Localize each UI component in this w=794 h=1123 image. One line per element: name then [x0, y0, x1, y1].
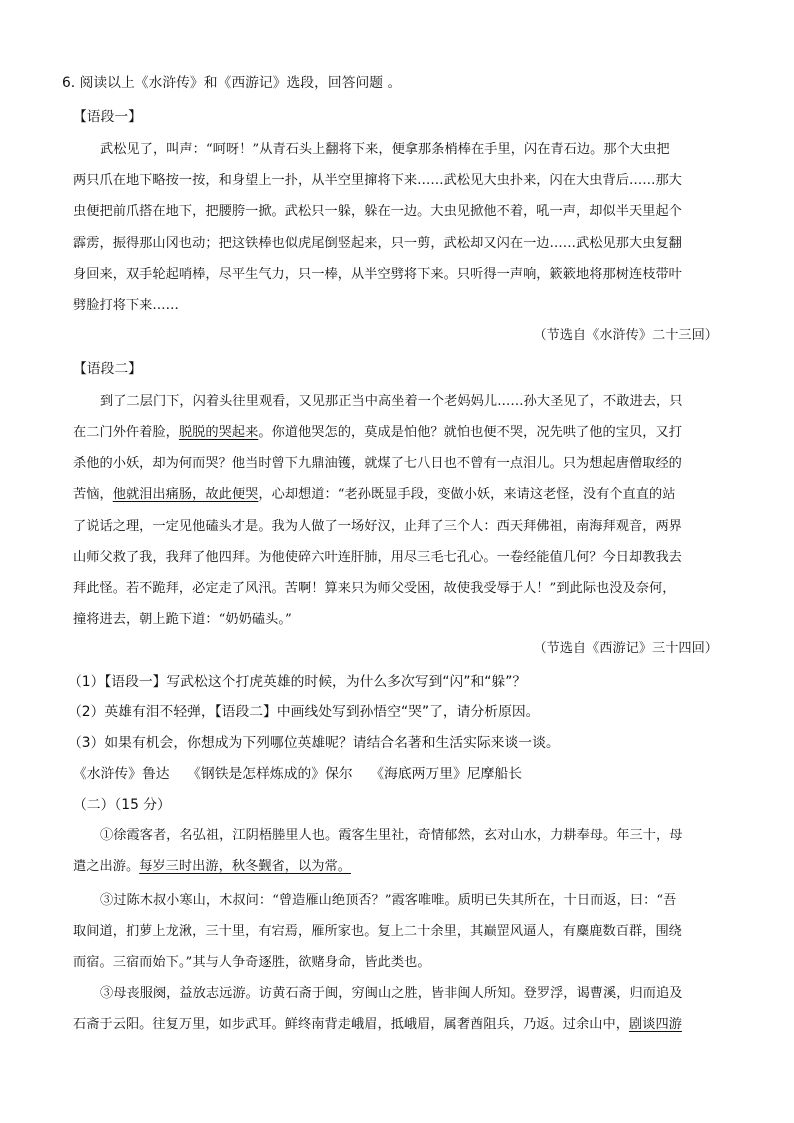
question-prompt: 阅读以上《水浒传》和《西游记》选段，回答问题 。	[79, 75, 402, 91]
segment-one-line-4: 霹雳，振得那山冈也动；把这铁棒也似虎尾倒竖起来，只一剪，武松却又闪在一边……武松见那大虫复翻	[73, 236, 682, 251]
segment-two-line-4-end: ，心却想道：“老孙既显手段，变做小妖，来请这老怪，没有个直直的站	[258, 487, 676, 502]
segment-two-line-4-start: 苦恼，	[73, 487, 113, 502]
segment-one-line-5: 身回来，双手轮起哨棒，尽平生气力，只一棒，从半空劈将下来。只听得一声响，簌簌地将那树连枝带叶	[73, 267, 682, 282]
segment-two-source: （节选自《西游记》三十四回）	[533, 641, 718, 656]
part-two-para-1-line-2	[73, 858, 351, 876]
segment-two-line-7: 拜此怪。若不跪拜，必定走了风汛。苦啊！算来只为师父受困，故使我受辱于人！”到此际也没及奈何，	[73, 581, 676, 596]
sub-question-1: （1）【语段一】写武松这个打虎英雄的时候，为什么多次写到“闪”和“躲”？	[68, 674, 527, 690]
part-two-para-1-line-2-start: 遣之出游。	[73, 859, 140, 874]
segment-two-line-4	[73, 486, 676, 504]
segment-two-line-2	[73, 424, 682, 442]
question-line	[62, 74, 401, 92]
segment-one-line-1: 武松见了，叫声：“呵呀！”从青石头上翻将下来，便拿那条梢棒在手里，闪在青石边。那个大虫把	[100, 142, 670, 157]
underlined-crying-phrase: 脱脱的哭起来	[178, 425, 259, 440]
underlined-talk-phrase: 剧谈四游	[628, 1017, 682, 1032]
part-two-para-3-line-2	[73, 1016, 682, 1034]
segment-one-line-6: 劈脸打将下来……	[73, 298, 179, 313]
segment-two-line-8: 撞将进去，朝上跪下道：“奶奶磕头。”	[73, 612, 292, 627]
segment-two-heading: 【语段二】	[73, 361, 142, 377]
segment-two-line-2-end: 。你道他哭怎的，莫成是怕他？就怕也便不哭，况先哄了他的宝贝，又打	[258, 425, 682, 440]
segment-one-line-2: 两只爪在地下略按一按，和身望上一扑，从半空里撺将下来……武松见大虫扑来，闪在大虫背后……那大	[73, 173, 682, 188]
segment-one-line-3: 虫便把前爪搭在地下，把腰胯一掀。武松只一躲，躲在一边。大虫见掀他不着，吼一声，却似半天里起个	[73, 204, 682, 219]
part-two-para-1-line-1: ①徐霞客者，名弘祖，江阴梧塍里人也。霞客生里社，奇情郁然，玄对山水，力耕奉母。年三十，母	[100, 828, 683, 843]
part-two-para-3-line-1: ③母丧服阕，益放志远游。访黄石斋于闽，穷闽山之胜，皆非闽人所知。登罗浮，谒曹溪，归而追及	[100, 986, 683, 1001]
part-two-para-3-line-2-start: 石斋于云阳。往复万里，如步武耳。鲜终南背走峨眉，抵峨眉，属奢酋阻兵，乃返。过余山中，	[73, 1017, 629, 1032]
hero-choices: 《水浒传》鲁达 《钢铁是怎样炼成的》保尔 《海底两万里》尼摩船长	[73, 766, 522, 782]
segment-one-source: （节选自《水浒传》二十三回）	[533, 328, 718, 343]
part-two-heading: （二）（15 分）	[73, 797, 171, 813]
question-number: 6.	[62, 75, 76, 91]
segment-two-line-3: 杀他的小妖，却为何而哭？他当时曾下九鼎油镬，就煤了七八日也不曾有一点泪儿。只为想起唐僧取经的	[73, 456, 682, 471]
part-two-para-2-line-2: 取间道，扪萝上龙湫，三十里，有宕焉，雁所家也。复上二十余里，其巅罡风逼人，有麋鹿数百群，围绕	[73, 924, 682, 939]
underlined-tears-phrase: 他就泪出痛肠，故此便哭	[112, 487, 259, 502]
segment-one-heading: 【语段一】	[73, 109, 142, 125]
part-two-para-2-line-1: ③过陈木叔小寒山，木叔问：“曾造雁山绝顶否？”霞客唯唯。质明已失其所在，十日而返，曰：“吾	[100, 893, 677, 908]
segment-two-line-6: 山师父救了我，我拜了他四拜。为他使碎六叶连肝肺，用尽三毛七孔心。一卷经能值几何？今日却教我去	[73, 550, 682, 565]
segment-two-line-1: 到了二层门下，闪着头往里观看，又见那正当中高坐着一个老妈妈儿……孙大圣见了，不敢进去，只	[100, 394, 683, 409]
part-two-para-2-line-3: 而宿。三宿而始下。”其与人争奇逐胜，欲赌身命，皆此类也。	[73, 955, 431, 970]
sub-question-2: （2）英雄有泪不轻弹，【语段二】中画线处写到孙悟空“哭”了，请分析原因。	[68, 704, 540, 720]
segment-two-line-5: 了说话之理，一定见他磕头才是。我为人做了一场好汉，止拜了三个人：西天拜佛祖，南海拜观音，两界	[73, 519, 682, 534]
segment-two-line-2-start: 在二门外仵着脸，	[73, 425, 179, 440]
sub-question-3: （3）如果有机会，你想成为下列哪位英雄呢？请结合名著和生活实际来谈一谈。	[68, 735, 560, 751]
underlined-travel-sentence: 每岁三时出游，秋冬觐省，以为常。	[139, 859, 351, 874]
